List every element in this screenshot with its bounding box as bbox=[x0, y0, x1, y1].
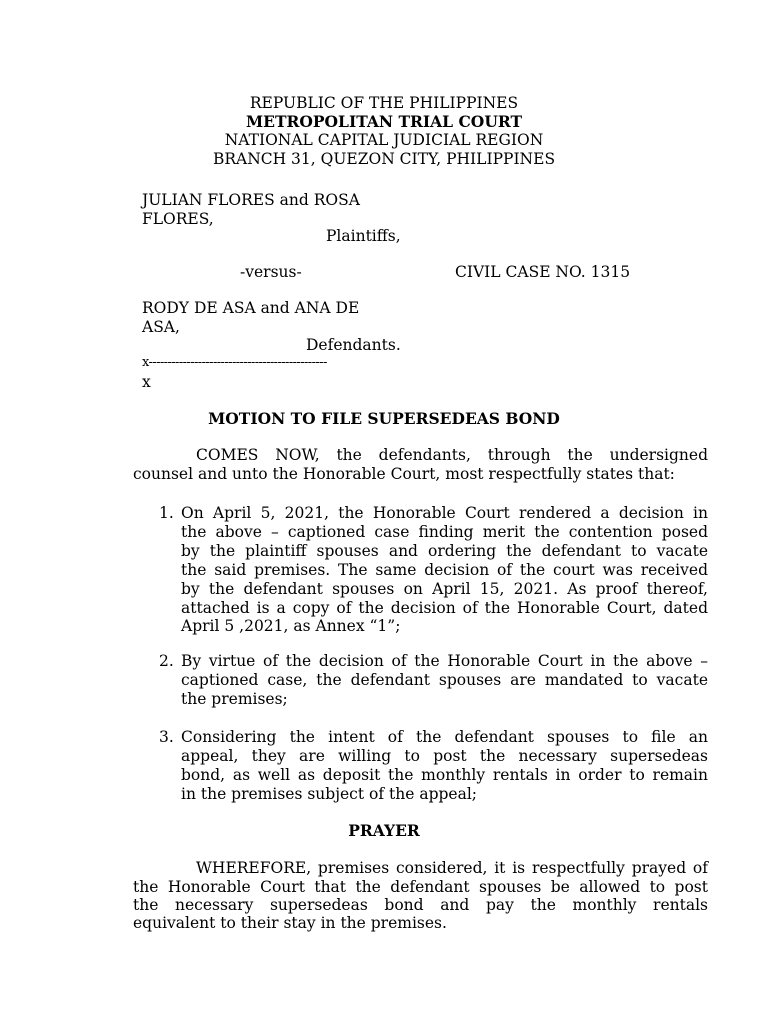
plaintiffs-names-line2: FLORES, bbox=[142, 210, 214, 228]
defendants-label: Defendants. bbox=[306, 336, 401, 354]
item-text-line: Considering the intent of the defendant spouses to file an bbox=[181, 728, 708, 746]
item-text-line: April 5 ,2021, as Annex “1”; bbox=[181, 617, 401, 636]
caption-separator-line2: x bbox=[142, 373, 151, 391]
item-text-line: in the premises subject of the appeal; bbox=[181, 784, 478, 803]
intro-line1: COMES NOW, the defendants, through the undersigned bbox=[196, 446, 708, 464]
item-text-line: attached is a copy of the decision of the Honorable Court, dated bbox=[181, 598, 708, 617]
item-text-line: the said premises. The same decision of the court was received bbox=[181, 560, 708, 579]
defendants-names-line2: ASA, bbox=[142, 318, 180, 336]
item-number: 1. bbox=[159, 504, 174, 522]
item-text-line: the above – captioned case finding merit the contention posed bbox=[181, 522, 708, 541]
versus-label: -versus- bbox=[240, 263, 302, 281]
item-text-line: the premises; bbox=[181, 689, 288, 708]
item-text-line: by the plaintiff spouses and ordering the defendant to vacate bbox=[181, 541, 708, 560]
caption-separator-line1: x----------------------------------------------- bbox=[142, 355, 327, 370]
plaintiffs-label: Plaintiffs, bbox=[326, 227, 401, 245]
header-branch: BRANCH 31, QUEZON CITY, PHILIPPINES bbox=[212, 150, 556, 168]
defendants-names-line1: RODY DE ASA and ANA DE bbox=[142, 299, 360, 317]
prayer-line3: the necessary supersedeas bond and pay the monthly rentals bbox=[133, 896, 708, 914]
item-text-line: captioned case, the defendant spouses are mandated to vacate bbox=[181, 670, 708, 689]
intro-line2: counsel and unto the Honorable Court, most respectfully states that: bbox=[133, 465, 675, 483]
prayer-heading: PRAYER bbox=[348, 821, 420, 840]
item-number: 2. bbox=[159, 652, 174, 670]
item-text-line: by the defendant spouses on April 15, 2021. As proof thereof, bbox=[181, 579, 708, 598]
item-number: 3. bbox=[159, 728, 174, 746]
prayer-line2: the Honorable Court that the defendant spouses be allowed to post bbox=[133, 878, 708, 896]
item-text-line: By virtue of the decision of the Honorable Court in the above – bbox=[181, 652, 708, 670]
header-court-name: METROPOLITAN TRIAL COURT bbox=[246, 112, 522, 131]
header-republic: REPUBLIC OF THE PHILIPPINES bbox=[249, 94, 519, 112]
prayer-line4: equivalent to their stay in the premises. bbox=[133, 914, 447, 932]
item-text-line: On April 5, 2021, the Honorable Court rendered a decision in bbox=[181, 504, 708, 522]
prayer-line1: WHEREFORE, premises considered, it is respectfully prayed of bbox=[196, 859, 708, 877]
header-region: NATIONAL CAPITAL JUDICIAL REGION bbox=[224, 131, 544, 149]
item-text-line: appeal, they are willing to post the necessary supersedeas bbox=[181, 746, 708, 765]
item-text-line: bond, as well as deposit the monthly rentals in order to remain bbox=[181, 765, 708, 784]
plaintiffs-names-line1: JULIAN FLORES and ROSA bbox=[142, 191, 360, 209]
case-number: CIVIL CASE NO. 1315 bbox=[455, 263, 631, 281]
motion-title: MOTION TO FILE SUPERSEDEAS BOND bbox=[208, 409, 560, 428]
